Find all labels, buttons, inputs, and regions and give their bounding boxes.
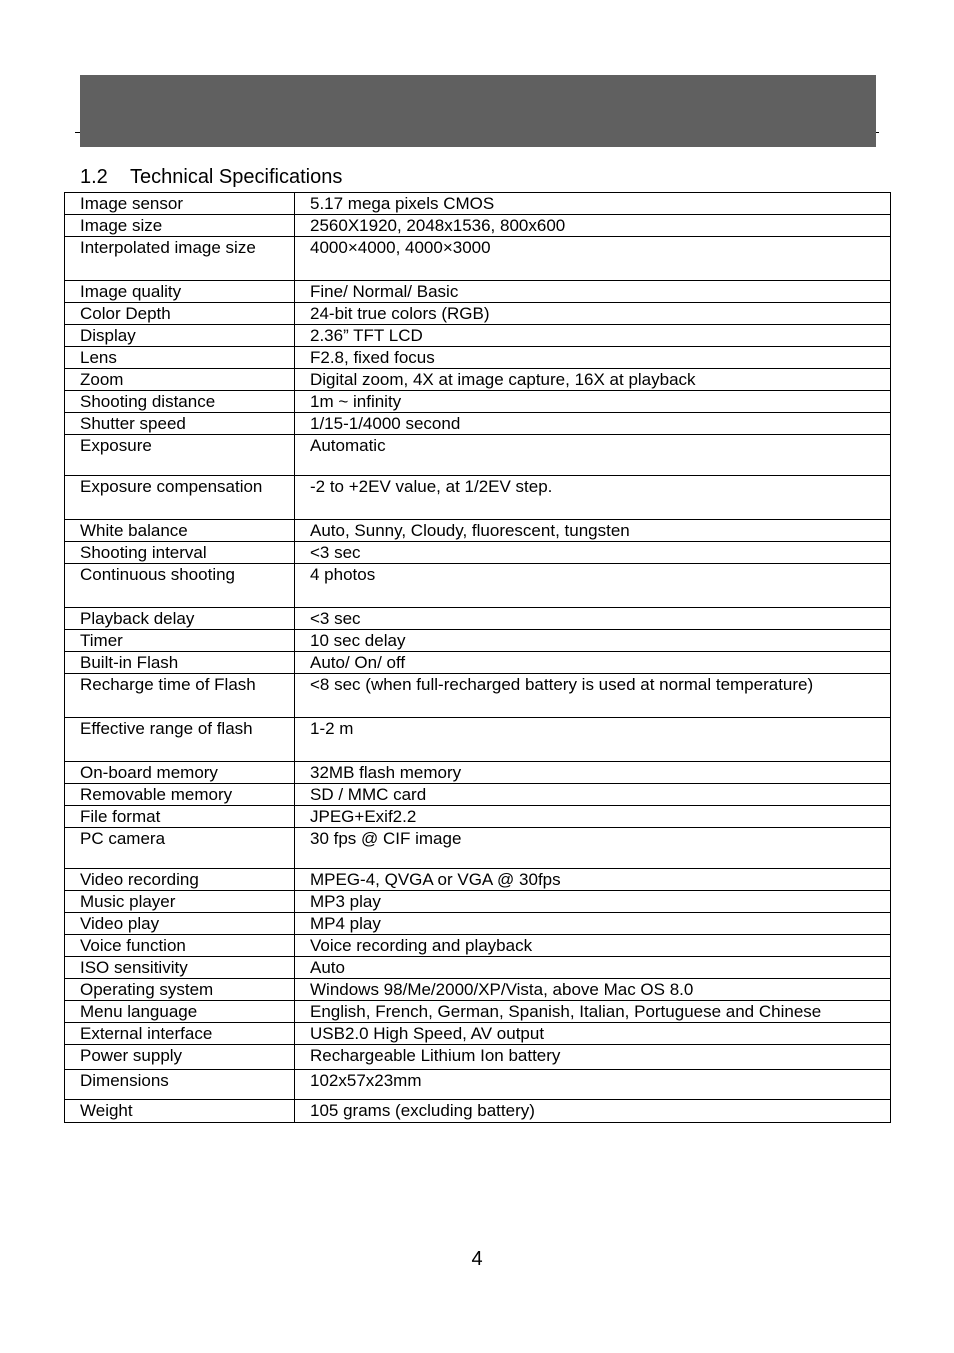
spec-label: Shooting interval xyxy=(65,542,295,564)
spec-value: MP4 play xyxy=(295,913,891,935)
spec-row xyxy=(65,869,891,891)
spec-label: PC camera xyxy=(65,828,295,869)
spec-row xyxy=(65,413,891,435)
spec-value: Voice recording and playback xyxy=(295,935,891,957)
spec-row xyxy=(65,784,891,806)
spec-value: Auto xyxy=(295,957,891,979)
spec-label: Built-in Flash xyxy=(65,652,295,674)
spec-label: Removable memory xyxy=(65,784,295,806)
spec-row xyxy=(65,1001,891,1023)
spec-row xyxy=(65,718,891,762)
spec-row xyxy=(65,828,891,869)
spec-row xyxy=(65,1023,891,1045)
spec-value: 2.36” TFT LCD xyxy=(295,325,891,347)
spec-label: Menu language xyxy=(65,1001,295,1023)
spec-row xyxy=(65,979,891,1001)
spec-row xyxy=(65,1045,891,1070)
spec-value: English, French, German, Spanish, Italian, Portuguese and Chinese xyxy=(295,1001,891,1023)
spec-row xyxy=(65,476,891,520)
spec-value: 10 sec delay xyxy=(295,630,891,652)
spec-row xyxy=(65,806,891,828)
spec-value: Automatic xyxy=(295,435,891,476)
spec-value: 30 fps @ CIF image xyxy=(295,828,891,869)
page-number: 4 xyxy=(471,1248,483,1270)
spec-value: F2.8, fixed focus xyxy=(295,347,891,369)
spec-row xyxy=(65,608,891,630)
spec-label: Lens xyxy=(65,347,295,369)
spec-label: ISO sensitivity xyxy=(65,957,295,979)
spec-label: Weight xyxy=(65,1100,295,1123)
spec-value: 102x57x23mm xyxy=(295,1070,891,1100)
spec-row xyxy=(65,520,891,542)
spec-label: Power supply xyxy=(65,1045,295,1070)
spec-row xyxy=(65,935,891,957)
spec-value: MP3 play xyxy=(295,891,891,913)
spec-label: Image sensor xyxy=(65,193,295,215)
spec-row xyxy=(65,957,891,979)
spec-row xyxy=(65,913,891,935)
spec-row xyxy=(65,564,891,608)
spec-label: Color Depth xyxy=(65,303,295,325)
spec-label: Shutter speed xyxy=(65,413,295,435)
section-title: Technical Specifications xyxy=(130,166,343,188)
spec-row xyxy=(65,542,891,564)
spec-row xyxy=(65,891,891,913)
spec-value: <3 sec xyxy=(295,542,891,564)
section-heading xyxy=(80,165,342,189)
spec-label: Operating system xyxy=(65,979,295,1001)
spec-row xyxy=(65,215,891,237)
spec-label: Exposure xyxy=(65,435,295,476)
spec-value: 1-2 m xyxy=(295,718,891,762)
spec-label: Exposure compensation xyxy=(65,476,295,520)
spec-row xyxy=(65,281,891,303)
spec-value: <8 sec (when full-recharged battery is used at normal temperature) xyxy=(295,674,891,718)
spec-value: Auto, Sunny, Cloudy, fluorescent, tungsten xyxy=(295,520,891,542)
spec-value: USB2.0 High Speed, AV output xyxy=(295,1023,891,1045)
spec-row xyxy=(65,435,891,476)
spec-label: Playback delay xyxy=(65,608,295,630)
spec-label: Effective range of flash xyxy=(65,718,295,762)
spec-label: White balance xyxy=(65,520,295,542)
spec-label: Display xyxy=(65,325,295,347)
spec-value: Auto/ On/ off xyxy=(295,652,891,674)
spec-value: MPEG-4, QVGA or VGA @ 30fps xyxy=(295,869,891,891)
spec-label: Shooting distance xyxy=(65,391,295,413)
spec-label: Recharge time of Flash xyxy=(65,674,295,718)
spec-label: Dimensions xyxy=(65,1070,295,1100)
spec-row xyxy=(65,347,891,369)
spec-row xyxy=(65,1100,891,1123)
spec-label: Zoom xyxy=(65,369,295,391)
spec-value: 1m ~ infinity xyxy=(295,391,891,413)
spec-label: Image quality xyxy=(65,281,295,303)
spec-value: -2 to +2EV value, at 1/2EV step. xyxy=(295,476,891,520)
spec-value: Rechargeable Lithium Ion battery xyxy=(295,1045,891,1070)
spec-label: External interface xyxy=(65,1023,295,1045)
spec-row xyxy=(65,630,891,652)
spec-row xyxy=(65,237,891,281)
spec-value: <3 sec xyxy=(295,608,891,630)
spec-label: Video play xyxy=(65,913,295,935)
spec-row xyxy=(65,303,891,325)
spec-value: 32MB flash memory xyxy=(295,762,891,784)
spec-row xyxy=(65,1070,891,1100)
spec-value: 24-bit true colors (RGB) xyxy=(295,303,891,325)
spec-table-body xyxy=(65,193,891,1123)
spec-label: Continuous shooting xyxy=(65,564,295,608)
section-number: 1.2 xyxy=(80,166,108,188)
spec-label: On-board memory xyxy=(65,762,295,784)
spec-value: 4000×4000, 4000×3000 xyxy=(295,237,891,281)
spec-row xyxy=(65,325,891,347)
spec-row xyxy=(65,674,891,718)
spec-value: 1/15-1/4000 second xyxy=(295,413,891,435)
spec-value: Windows 98/Me/2000/XP/Vista, above Mac OS 8.0 xyxy=(295,979,891,1001)
spec-value: Digital zoom, 4X at image capture, 16X at playback xyxy=(295,369,891,391)
spec-row xyxy=(65,762,891,784)
spec-value: 2560X1920, 2048x1536, 800x600 xyxy=(295,215,891,237)
spec-row xyxy=(65,193,891,215)
spec-label: Voice function xyxy=(65,935,295,957)
spec-value: 5.17 mega pixels CMOS xyxy=(295,193,891,215)
spec-value: Fine/ Normal/ Basic xyxy=(295,281,891,303)
spec-row xyxy=(65,369,891,391)
spec-value: 105 grams (excluding battery) xyxy=(295,1100,891,1123)
spec-label: Video recording xyxy=(65,869,295,891)
spec-label: Interpolated image size xyxy=(65,237,295,281)
spec-label: Timer xyxy=(65,630,295,652)
spec-value: JPEG+Exif2.2 xyxy=(295,806,891,828)
spec-row xyxy=(65,652,891,674)
header-band xyxy=(80,75,876,147)
spec-value: 4 photos xyxy=(295,564,891,608)
spec-label: Image size xyxy=(65,215,295,237)
spec-table xyxy=(64,192,891,1123)
spec-row xyxy=(65,391,891,413)
spec-label: Music player xyxy=(65,891,295,913)
spec-label: File format xyxy=(65,806,295,828)
spec-value: SD / MMC card xyxy=(295,784,891,806)
